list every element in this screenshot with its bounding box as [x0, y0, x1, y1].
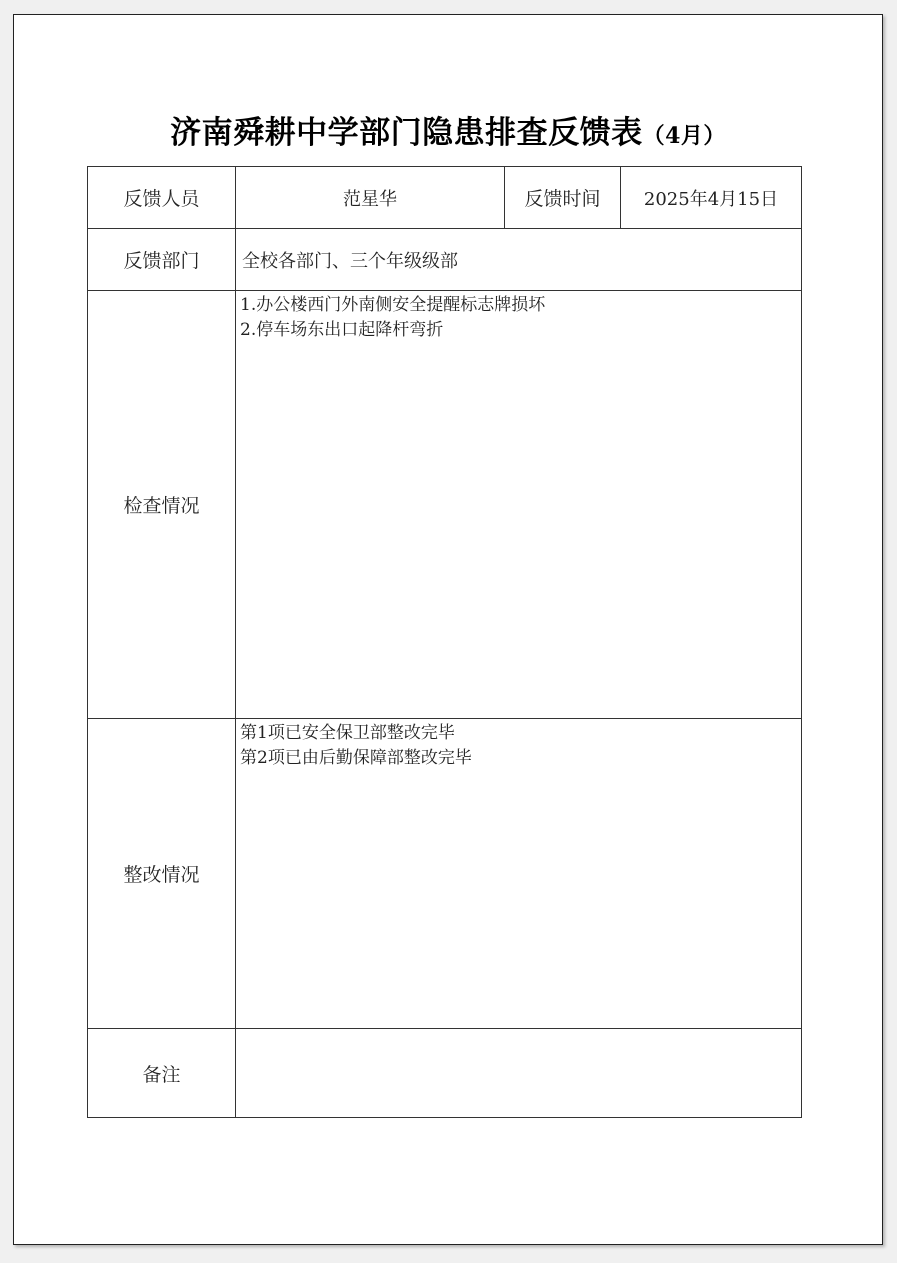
form-title: [14, 107, 882, 152]
table-row: [88, 229, 802, 291]
document-page: [13, 14, 883, 1245]
time-value: 2025年4月15日: [621, 167, 802, 229]
time-label: 反馈时间: [505, 167, 621, 229]
rectification-label: 整改情况: [88, 719, 236, 1029]
form-title-month: （4月）: [642, 123, 726, 149]
department-value: 全校各部门、三个年级级部: [236, 229, 802, 291]
rectification-item: 第2项已由后勤保障部整改完毕: [240, 748, 472, 768]
feedback-form-table: [87, 166, 802, 1118]
table-row: [88, 167, 802, 229]
inspection-item: 1.办公楼西门外南侧安全提醒标志牌损坏: [240, 295, 546, 315]
table-row: [88, 1029, 802, 1118]
reporter-value: 范星华: [236, 167, 505, 229]
rectification-item: 第1项已安全保卫部整改完毕: [240, 723, 455, 743]
inspection-label: 检查情况: [88, 291, 236, 719]
table-row: [88, 719, 802, 1029]
rectification-content: [236, 719, 802, 1029]
inspection-content: [236, 291, 802, 719]
department-label: 反馈部门: [88, 229, 236, 291]
remarks-label: 备注: [88, 1029, 236, 1118]
form-title-main: 济南舜耕中学部门隐患排查反馈表: [170, 115, 643, 151]
table-row: [88, 291, 802, 719]
inspection-item: 2.停车场东出口起降杆弯折: [240, 320, 444, 340]
reporter-label: 反馈人员: [88, 167, 236, 229]
remarks-value: [236, 1029, 802, 1118]
